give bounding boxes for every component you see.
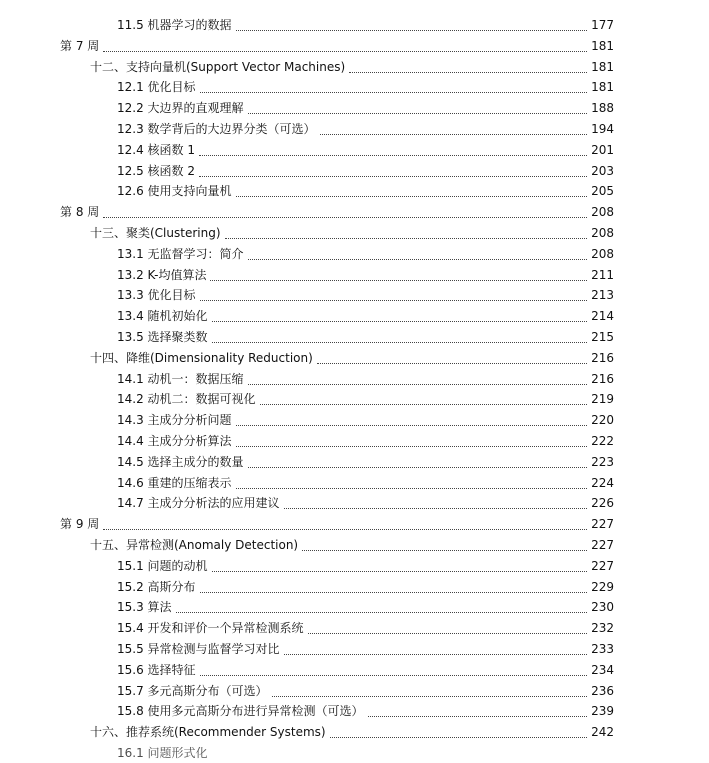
toc-entry[interactable]: [117, 77, 614, 97]
toc-dot-leader: [200, 92, 588, 93]
toc-entry-title: 第 8 周: [60, 205, 100, 219]
toc-dot-leader: [260, 404, 588, 405]
toc-entry-title: 13.1 无监督学习：简介: [117, 247, 244, 261]
toc-entry-page-number: 233: [591, 642, 614, 656]
toc-dot-leader: [349, 72, 587, 73]
toc-entry-page-number: 239: [591, 704, 614, 718]
toc-entry-page-number: 211: [591, 268, 614, 282]
toc-entry[interactable]: [117, 681, 614, 701]
toc-dot-leader: [225, 238, 588, 239]
toc-entry-title: 十四、降维(Dimensionality Reduction): [90, 351, 313, 365]
toc-entry[interactable]: [117, 452, 614, 472]
toc-entry[interactable]: [90, 722, 614, 742]
toc-entry-title: 14.4 主成分分析算法: [117, 434, 232, 448]
toc-entry[interactable]: [117, 285, 614, 305]
toc-entry[interactable]: [117, 493, 614, 513]
toc-entry-title: 15.8 使用多元高斯分布进行异常检测（可选）: [117, 704, 364, 718]
toc-dot-leader: [236, 446, 588, 447]
toc-dot-leader: [236, 196, 588, 197]
toc-entry-page-number: 232: [591, 621, 614, 635]
toc-entry[interactable]: [117, 473, 614, 493]
toc-dot-leader: [212, 571, 588, 572]
toc-entry-page-number: 236: [591, 684, 614, 698]
toc-entry[interactable]: [90, 57, 614, 77]
toc-entry-title: 十三、聚类(Clustering): [90, 226, 221, 240]
toc-entry-title: 12.6 使用支持向量机: [117, 184, 232, 198]
toc-entry[interactable]: [117, 597, 614, 617]
toc-entry-page-number: 230: [591, 600, 614, 614]
toc-entry-title: 十五、异常检测(Anomaly Detection): [90, 538, 299, 552]
toc-dot-leader: [248, 259, 588, 260]
toc-entry-title: 13.2 K-均值算法: [117, 268, 207, 282]
toc-dot-leader: [212, 321, 588, 322]
toc-dot-leader: [302, 550, 587, 551]
toc-entry-title: 第 9 周: [60, 517, 100, 531]
toc-entry[interactable]: [117, 98, 614, 118]
toc-dot-leader: [210, 280, 587, 281]
toc-dot-leader: [103, 51, 587, 52]
toc-entry-page-number: 208: [591, 226, 614, 240]
toc-entry-title: 15.7 多元高斯分布（可选）: [117, 684, 268, 698]
toc-entry-title: 14.1 动机一：数据压缩: [117, 372, 244, 386]
toc-entry-page-number: 222: [591, 434, 614, 448]
toc-dot-leader: [368, 716, 588, 717]
toc-entry-page-number: 227: [591, 538, 614, 552]
toc-entry-page-number: 224: [591, 476, 614, 490]
toc-dot-leader: [176, 612, 588, 613]
toc-entry[interactable]: [117, 327, 614, 347]
toc-entry-title: 14.7 主成分分析法的应用建议: [117, 496, 280, 510]
toc-dot-leader: [284, 508, 588, 509]
toc-dot-leader: [317, 363, 587, 364]
toc-entry-page-number: 203: [591, 164, 614, 178]
toc-entry[interactable]: [60, 202, 614, 222]
toc-dot-leader: [199, 176, 587, 177]
toc-entry[interactable]: [117, 265, 614, 285]
toc-entry[interactable]: [117, 161, 614, 181]
toc-entry-page-number: 216: [591, 372, 614, 386]
toc-entry-title: 12.5 核函数 2: [117, 164, 195, 178]
toc-entry-page-number: 181: [591, 60, 614, 74]
toc-dot-leader: [248, 113, 588, 114]
toc-entry-title: 11.5 机器学习的数据: [117, 18, 232, 32]
toc-entry-title: 14.6 重建的压缩表示: [117, 476, 232, 490]
toc-dot-leader: [248, 384, 588, 385]
toc-entry-page-number: 242: [591, 725, 614, 739]
toc-entry-title: 15.1 问题的动机: [117, 559, 208, 573]
toc-entry-page-number: 213: [591, 288, 614, 302]
toc-entry-title: 12.2 大边界的直观理解: [117, 101, 244, 115]
toc-entry[interactable]: [90, 348, 614, 368]
toc-entry-page-number: 226: [591, 496, 614, 510]
toc-dot-leader: [103, 217, 587, 218]
toc-entry-page-number: 220: [591, 413, 614, 427]
toc-entry-title: 14.2 动机二：数据可视化: [117, 392, 256, 406]
toc-entry-page-number: 181: [591, 39, 614, 53]
toc-dot-leader: [199, 155, 587, 156]
toc-entry-title: 15.2 高斯分布: [117, 580, 196, 594]
toc-entry-title: 第 7 周: [60, 39, 100, 53]
toc-entry-page-number: 177: [591, 18, 614, 32]
toc-dot-leader: [200, 675, 588, 676]
toc-entry-title: 15.3 算法: [117, 600, 172, 614]
toc-entry-page-number: 194: [591, 122, 614, 136]
toc-entry[interactable]: [117, 140, 614, 160]
toc-entry-title: 13.3 优化目标: [117, 288, 196, 302]
toc-entry-page-number: 208: [591, 247, 614, 261]
toc-entry-title: 13.5 选择聚类数: [117, 330, 208, 344]
toc-entry-title: 12.4 核函数 1: [117, 143, 195, 157]
toc-entry-page-number: 229: [591, 580, 614, 594]
toc-entry[interactable]: [117, 244, 614, 264]
toc-entry-title: 15.6 选择特征: [117, 663, 196, 677]
toc-entry-page-number: 215: [591, 330, 614, 344]
toc-entry[interactable]: [117, 431, 614, 451]
toc-entry-title: 14.3 主成分分析问题: [117, 413, 232, 427]
toc-entry-title: 15.4 开发和评价一个异常检测系统: [117, 621, 304, 635]
toc-entry[interactable]: [117, 181, 614, 201]
toc-entry[interactable]: [117, 15, 614, 35]
toc-entry[interactable]: [117, 743, 614, 763]
toc-entry-page-number: 181: [591, 80, 614, 94]
toc-dot-leader: [236, 30, 588, 31]
toc-entry[interactable]: [60, 36, 614, 56]
toc-entry-title: 12.3 数学背后的大边界分类（可选）: [117, 122, 316, 136]
toc-entry[interactable]: [60, 514, 614, 534]
toc-entry-title: 12.1 优化目标: [117, 80, 196, 94]
toc-entry[interactable]: [117, 119, 614, 139]
toc-dot-leader: [200, 300, 588, 301]
toc-entry[interactable]: [117, 410, 614, 430]
toc-dot-leader: [272, 696, 588, 697]
toc-entry[interactable]: [117, 639, 614, 659]
toc-entry-title: 15.5 异常检测与监督学习对比: [117, 642, 280, 656]
toc-entry-page-number: 201: [591, 143, 614, 157]
toc-entry-page-number: 223: [591, 455, 614, 469]
toc-dot-leader: [284, 654, 588, 655]
toc-dot-leader: [248, 467, 588, 468]
toc-entry-title: 13.4 随机初始化: [117, 309, 208, 323]
toc-dot-leader: [236, 488, 588, 489]
toc-entry[interactable]: [117, 389, 614, 409]
toc-entry[interactable]: [117, 660, 614, 680]
toc-entry-page-number: 205: [591, 184, 614, 198]
toc-dot-leader: [320, 134, 588, 135]
toc-entry[interactable]: [117, 577, 614, 597]
toc-entry-page-number: 227: [591, 559, 614, 573]
toc-dot-leader: [308, 633, 588, 634]
toc-entry-page-number: 208: [591, 205, 614, 219]
toc-entry[interactable]: [90, 223, 614, 243]
toc-entry-title: 16.1 问题形式化: [117, 746, 208, 760]
toc-dot-leader: [330, 737, 587, 738]
toc-entry[interactable]: [90, 535, 614, 555]
toc-dot-leader: [212, 342, 588, 343]
toc-entry-page-number: 188: [591, 101, 614, 115]
toc-entry[interactable]: [117, 618, 614, 638]
toc-entry-title: 十六、推荐系统(Recommender Systems): [90, 725, 326, 739]
toc-entry-page-number: 216: [591, 351, 614, 365]
toc-dot-leader: [200, 592, 588, 593]
toc-entry-page-number: 219: [591, 392, 614, 406]
toc-dot-leader: [236, 425, 588, 426]
toc-entry-title: 14.5 选择主成分的数量: [117, 455, 244, 469]
toc-entry-page-number: 214: [591, 309, 614, 323]
toc-entry-page-number: 234: [591, 663, 614, 677]
toc-entry[interactable]: [117, 701, 614, 721]
toc-entry-title: 十二、支持向量机(Support Vector Machines): [90, 60, 346, 74]
toc-dot-leader: [103, 529, 587, 530]
toc-entry[interactable]: [117, 556, 614, 576]
toc-entry[interactable]: [117, 306, 614, 326]
toc-entry-page-number: 227: [591, 517, 614, 531]
toc-entry[interactable]: [117, 369, 614, 389]
